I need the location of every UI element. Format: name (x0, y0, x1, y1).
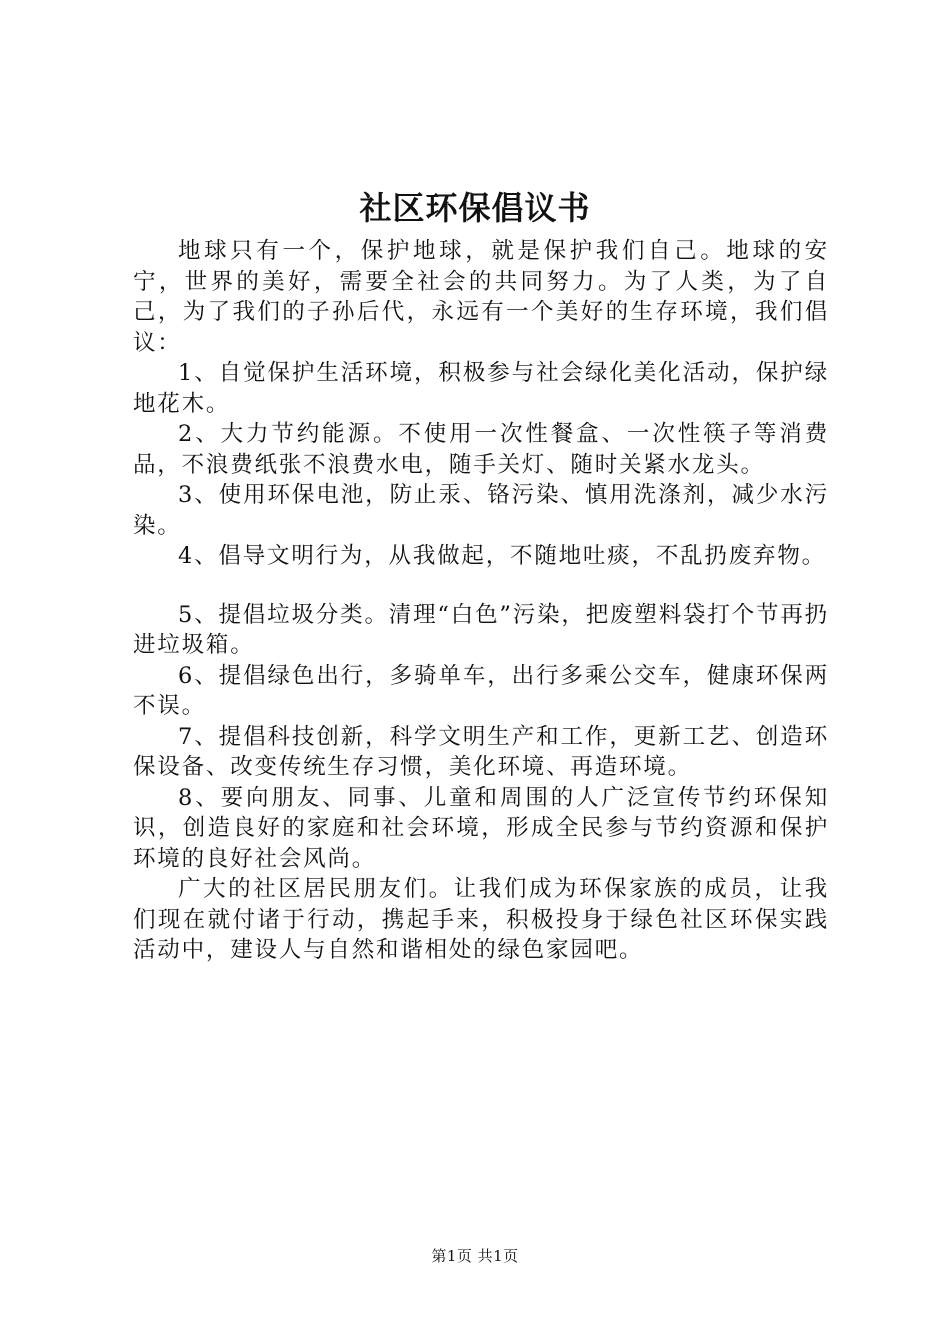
document-title: 社区环保倡议书 (359, 189, 591, 227)
proposal-item-8: 8、要向朋友、同事、儿童和周围的人广泛宣传节约环保知识，创造良好的家庭和社会环境，形成全民参与节约资源和保护环境的良好社会风尚。 (133, 784, 829, 872)
document-body (133, 236, 829, 966)
intro-paragraph: 地球只有一个，保护地球，就是保护我们自己。地球的安宁，世界的美好，需要全社会的共同努力。为了人类，为了自己，为了我们的子孙后代，永远有一个美好的生存环境，我们倡议： (133, 238, 829, 356)
proposal-item-4: 4、倡导文明行为，从我做起，不随地吐痰，不乱扔废弃物。 (178, 543, 826, 569)
proposal-item-6: 6、提倡绿色出行，多骑单车，出行多乘公交车，健康环保两不误。 (133, 662, 829, 719)
closing-paragraph: 广大的社区居民朋友们。让我们成为环保家族的成员，让我们现在就付诸于行动，携起手来，积极投身于绿色社区环保实践活动中，建设人与自然和谐相处的绿色家园吧。 (133, 876, 829, 963)
proposal-item-5: 5、提倡垃圾分类。清理“白色”污染，把废塑料袋打个节再扔进垃圾箱。 (133, 601, 829, 658)
proposal-item-2: 2、大力节约能源。不使用一次性餐盒、一次性筷子等消费品，不浪费纸张不浪费水电，随手关灯、随时关紧水龙头。 (133, 421, 829, 478)
proposal-item-1: 1、自觉保护生活环境，积极参与社会绿化美化活动，保护绿地花木。 (133, 360, 829, 417)
proposal-item-3: 3、使用环保电池，防止汞、铬污染、慎用洗涤剂，减少水污染。 (133, 482, 829, 539)
page-footer: 第1页 共1页 (431, 1247, 519, 1265)
proposal-item-7: 7、提倡科技创新，科学文明生产和工作，更新工艺、创造环保设备、改变传统生存习惯，美化环境、再造环境。 (133, 723, 829, 780)
paragraph-spacer (133, 572, 829, 600)
